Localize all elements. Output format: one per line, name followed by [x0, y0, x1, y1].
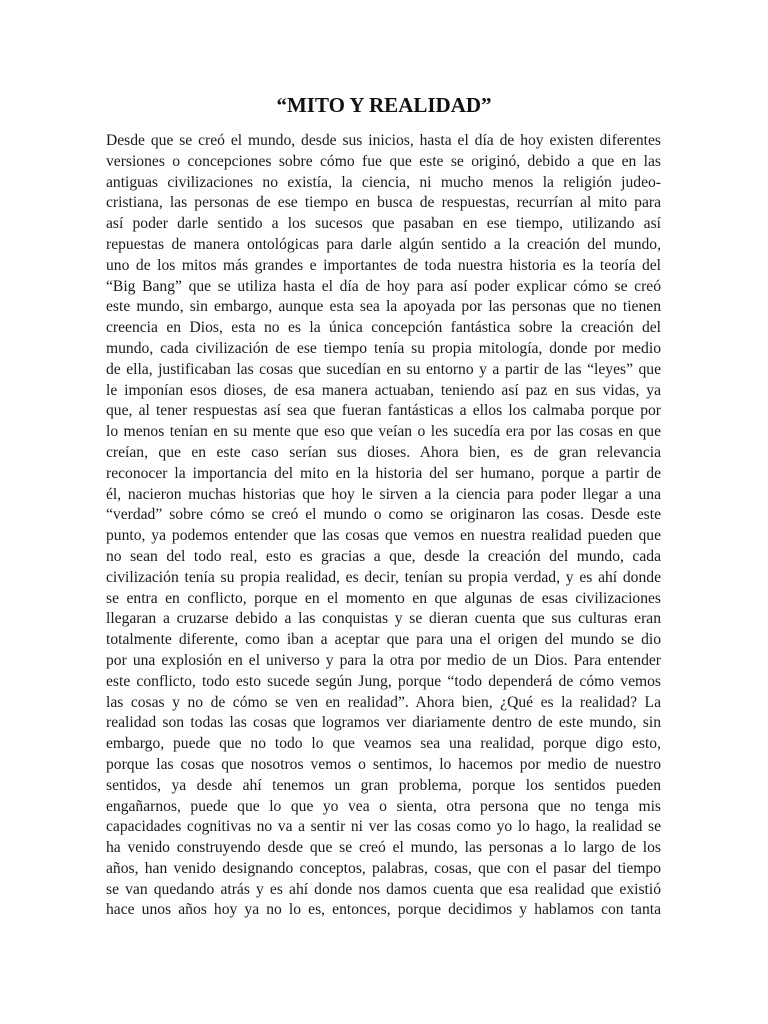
body-text-line: por una explosión en el universo y para la otra por medio de un Dios. Para entender: [106, 651, 661, 669]
body-text-line: totalmente diferente, como iban a aceptar que para una el origen del mundo se dio: [106, 631, 661, 649]
body-text-line: ha venido construyendo desde que se creó el mundo, las personas a lo largo de los: [106, 839, 661, 857]
body-text-line: creían, que en este caso serían sus dioses. Ahora bien, es de gran relevancia: [106, 443, 661, 461]
body-text-line: años, han venido designando conceptos, palabras, cosas, que con el pasar del tiempo: [106, 859, 661, 877]
body-text-line: “verdad” sobre cómo se creó el mundo o como se originaron las cosas. Desde este: [106, 506, 661, 524]
body-text-line: antiguas civilizaciones no existía, la ciencia, ni mucho menos la religión judeo-: [106, 173, 661, 191]
body-text-line: versiones o concepciones sobre cómo fue que este se originó, debido a que en las: [106, 152, 661, 170]
body-text-line: repuestas de manera ontológicas para darle algún sentido a la creación del mundo,: [106, 235, 661, 253]
body-text-line: cristiana, las personas de ese tiempo en busca de respuestas, recurrían al mito para: [106, 194, 661, 212]
body-text-line: se entra en conflicto, porque en el momento en que algunas de esas civilizaciones: [106, 589, 661, 607]
body-text-line: creencia en Dios, esta no es la única concepción fantástica sobre la creación del: [106, 319, 661, 337]
body-text-line: mundo, cada civilización de ese tiempo tenía su propia mitología, donde por medio: [106, 339, 661, 357]
body-text-line: se van quedando atrás y es ahí donde nos damos cuenta que esa realidad que existió: [106, 880, 661, 898]
body-text-line: punto, ya podemos entender que las cosas que vemos en nuestra realidad pueden que: [106, 527, 661, 545]
document-title: “MITO Y REALIDAD”: [276, 93, 492, 117]
body-text-line: él, nacieron muchas historias que hoy le sirven a la ciencia para poder llegar a una: [106, 485, 661, 503]
body-text-line: que, al tener respuestas así sea que fueran fantásticas a ellos los calmaba porque por: [106, 402, 661, 420]
body-text-line: porque las cosas que nosotros vemos o sentimos, lo hacemos por medio de nuestro: [106, 755, 661, 773]
body-text-line: así poder darle sentido a los sucesos que pasaban en ese tiempo, utilizando así: [106, 215, 661, 233]
body-text-line: lo menos tenían en su mente que eso que veían o les sucedía era por las cosas en que: [106, 423, 661, 441]
body-text-line: realidad son todas las cosas que logramos ver diariamente dentro de este mundo, sin: [106, 714, 661, 732]
body-text-line: de ella, justificaban las cosas que sucedían en su entorno y a partir de las “leyes” que: [106, 360, 661, 378]
body-text-line: engañarnos, puede que lo que yo vea o sienta, otra persona que no tenga mis: [106, 797, 661, 815]
body-text-line: embargo, puede que no todo lo que veamos sea una realidad, porque digo esto,: [106, 735, 661, 753]
document-body: [106, 131, 661, 921]
body-text-line: uno de los mitos más grandes e importantes de toda nuestra historia es la teoría del: [106, 256, 661, 274]
body-text-line: llegaran a cruzarse debido a las conquistas y se dieran cuenta que sus culturas eran: [106, 610, 661, 628]
body-text-line: hace unos años hoy ya no lo es, entonces, porque decidimos y hablamos con tanta: [106, 901, 661, 919]
body-text-line: reconocer la importancia del mito en la historia del ser humano, porque a partir de: [106, 464, 661, 482]
body-text-line: las cosas y no de cómo se ven en realidad”. Ahora bien, ¿Qué es la realidad? La: [106, 693, 661, 711]
body-text-line: sentidos, ya desde ahí tenemos un gran problema, porque los sentidos pueden: [106, 776, 661, 794]
body-text-line: este mundo, sin embargo, aunque esta sea la apoyada por las personas que no tienen: [106, 298, 661, 316]
body-text-line: este conflicto, todo esto sucede según Jung, porque “todo dependerá de cómo vemos: [106, 672, 661, 690]
body-text-line: civilización tenía su propia realidad, es decir, tenían su propia verdad, y es ahí donde: [106, 568, 661, 586]
body-text-line: “Big Bang” que se utiliza hasta el día de hoy para así poder explicar cómo se creó: [106, 277, 661, 295]
body-text-line: no sean del todo real, esto es gracias a que, desde la creación del mundo, cada: [106, 547, 661, 565]
body-text-line: le imponían esos dioses, de esa manera actuaban, teniendo así paz en sus vidas, ya: [106, 381, 661, 399]
body-text-line: capacidades cognitivas no va a sentir ni ver las cosas como yo lo hago, la realidad se: [106, 818, 661, 836]
body-text-line: Desde que se creó el mundo, desde sus inicios, hasta el día de hoy existen diferentes: [106, 132, 661, 149]
